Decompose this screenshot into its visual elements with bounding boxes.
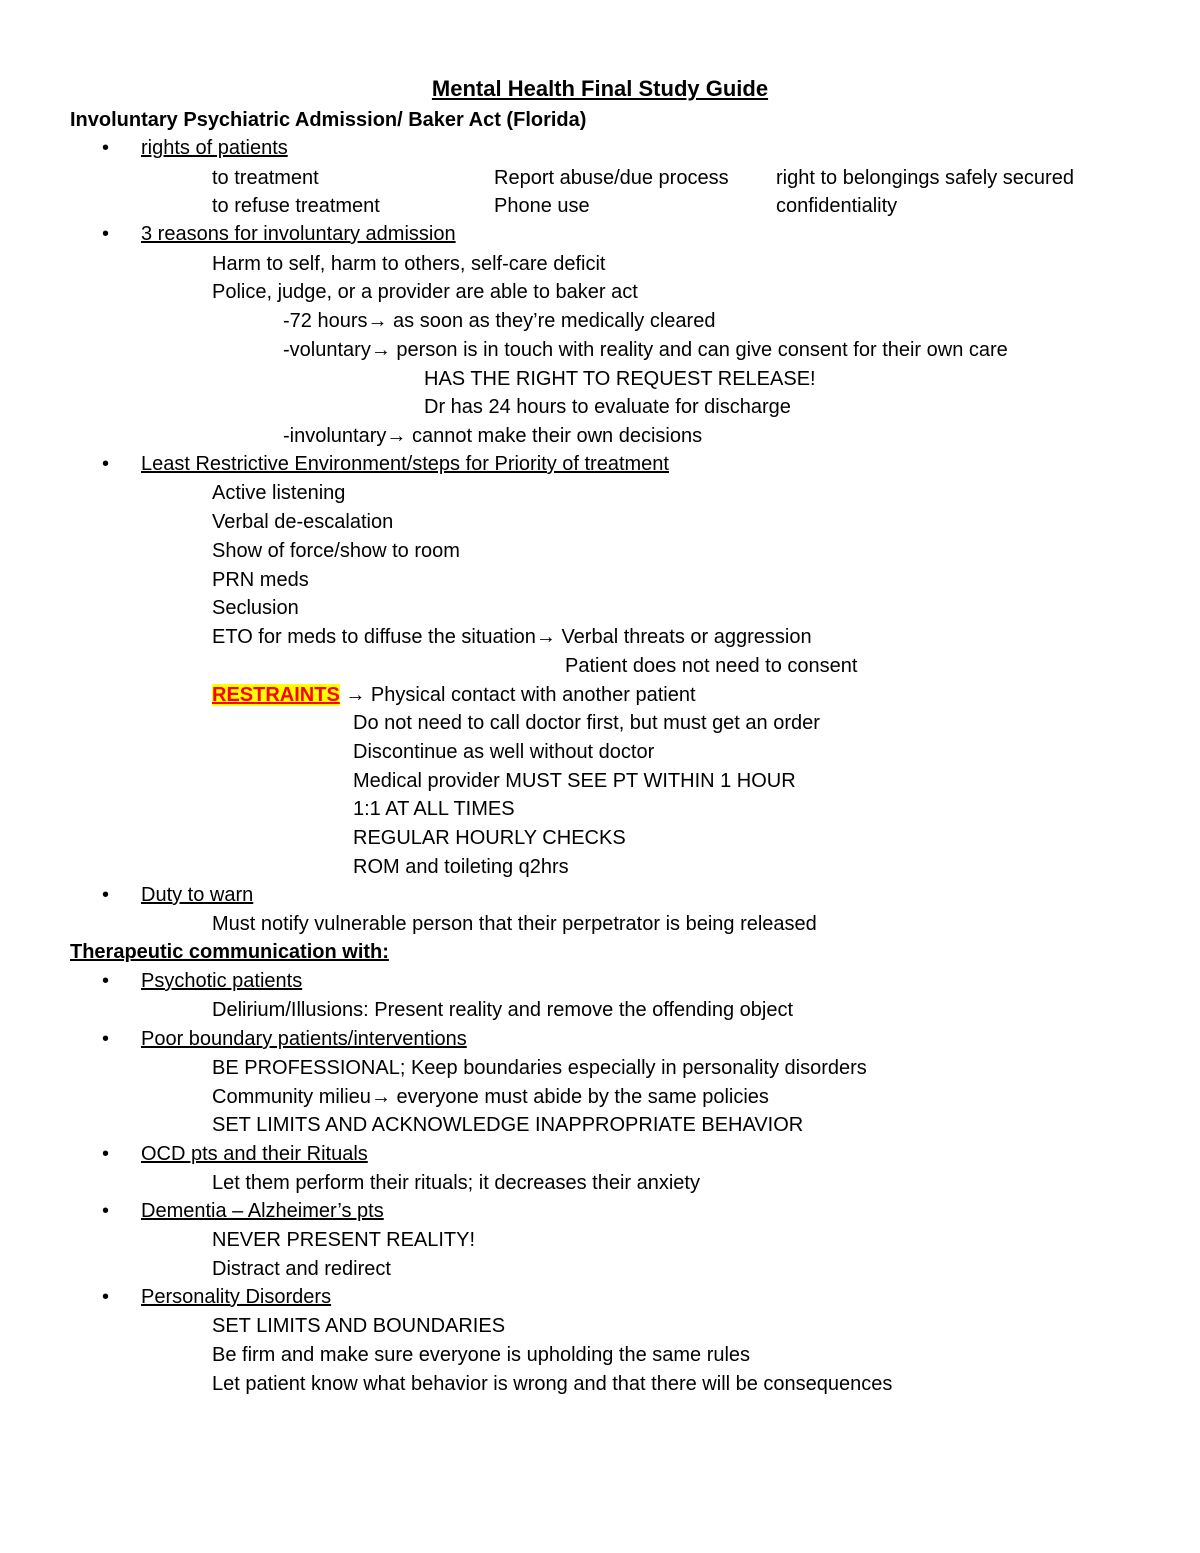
reasons-line: Police, judge, or a provider are able to baker act [212, 281, 638, 303]
boundary-label: Poor boundary patients/interventions [141, 1028, 467, 1050]
bullet-icon: • [102, 1200, 110, 1222]
restraint-note: Do not need to call doctor first, but must get an order [353, 712, 820, 734]
personality-line: SET LIMITS AND BOUNDARIES [212, 1315, 506, 1337]
rights-item: Phone use [494, 195, 590, 217]
bullet-icon: • [102, 223, 110, 245]
dementia-line: NEVER PRESENT REALITY! [212, 1229, 476, 1251]
boundary-line: BE PROFESSIONAL; Keep boundaries especially in personality disorders [212, 1057, 867, 1079]
arrow-right-icon: → [386, 425, 407, 447]
reasons-label: 3 reasons for involuntary admission [141, 223, 456, 245]
restraint-note: Discontinue as well without doctor [353, 741, 655, 763]
section-heading-baker-act: Involuntary Psychiatric Admission/ Baker Act (Florida) [70, 109, 587, 131]
restraint-note: 1:1 AT ALL TIMES [353, 798, 515, 820]
restraint-note: REGULAR HOURLY CHECKS [353, 827, 626, 849]
personality-line: Be firm and make sure everyone is upholding the same rules [212, 1344, 751, 1366]
milieu-line: Community milieu→ everyone must abide by the same policies [212, 1086, 769, 1108]
personality-line: Let patient know what behavior is wrong and that there will be consequences [212, 1373, 893, 1395]
bullet-icon: • [102, 137, 110, 159]
duty-text: Must notify vulnerable person that their perpetrator is being released [212, 913, 817, 935]
dementia-line: Distract and redirect [212, 1258, 391, 1280]
dr-24-line: Dr has 24 hours to evaluate for discharge [424, 396, 791, 418]
restraints-line: RESTRAINTS → Physical contact with another patient [212, 684, 696, 706]
rights-item: confidentiality [776, 195, 898, 217]
restraint-note: Medical provider MUST SEE PT WITHIN 1 HOUR [353, 770, 796, 792]
right-release-line: HAS THE RIGHT TO REQUEST RELEASE! [424, 368, 816, 390]
priority-item: Seclusion [212, 597, 299, 619]
rights-item: to treatment [212, 167, 319, 189]
priority-item: Verbal de-escalation [212, 511, 394, 533]
psychotic-label: Psychotic patients [141, 970, 303, 992]
arrow-right-icon: → [370, 339, 391, 361]
least-restrictive-label: Least Restrictive Environment/steps for Priority of treatment [141, 453, 669, 475]
ocd-label: OCD pts and their Rituals [141, 1143, 368, 1165]
eto-line: ETO for meds to diffuse the situation→ Verbal threats or aggression [212, 626, 812, 648]
boundary-line: SET LIMITS AND ACKNOWLEDGE INAPPROPRIATE BEHAVIOR [212, 1114, 804, 1136]
bullet-icon: • [102, 970, 110, 992]
restraint-note: ROM and toileting q2hrs [353, 856, 569, 878]
arrow-right-icon: → [345, 684, 366, 706]
personality-label: Personality Disorders [141, 1286, 332, 1308]
no-consent-line: Patient does not need to consent [565, 655, 858, 677]
restraints-highlight: RESTRAINTS [212, 684, 340, 706]
rights-item: to refuse treatment [212, 195, 380, 217]
rights-item: right to belongings safely secured [776, 167, 1074, 189]
reasons-line: Harm to self, harm to others, self-care deficit [212, 253, 606, 275]
bullet-icon: • [102, 453, 110, 475]
psychotic-text: Delirium/Illusions: Present reality and remove the offending object [212, 999, 794, 1021]
arrow-right-icon: → [535, 626, 556, 648]
bullet-icon: • [102, 1143, 110, 1165]
priority-item: Show of force/show to room [212, 540, 460, 562]
duty-label: Duty to warn [141, 884, 254, 906]
page-title: Mental Health Final Study Guide [431, 76, 769, 101]
priority-item: PRN meds [212, 569, 309, 591]
rights-item: Report abuse/due process [494, 167, 729, 189]
priority-item: Active listening [212, 482, 346, 504]
arrow-right-icon: → [367, 310, 388, 332]
bullet-icon: • [102, 1028, 110, 1050]
section-heading-therapeutic: Therapeutic communication with: [70, 941, 389, 963]
voluntary-line: -voluntary→ person is in touch with reality and can give consent for their own care [283, 339, 1008, 361]
bullet-icon: • [102, 884, 110, 906]
ocd-text: Let them perform their rituals; it decreases their anxiety [212, 1172, 700, 1194]
involuntary-line: -involuntary→ cannot make their own decisions [283, 425, 703, 447]
bullet-icon: • [102, 1286, 110, 1308]
arrow-right-icon: → [370, 1086, 391, 1108]
hours-line: -72 hours→ as soon as they’re medically cleared [283, 310, 716, 332]
rights-label: rights of patients [141, 137, 288, 159]
dementia-label: Dementia – Alzheimer’s pts [141, 1200, 384, 1222]
